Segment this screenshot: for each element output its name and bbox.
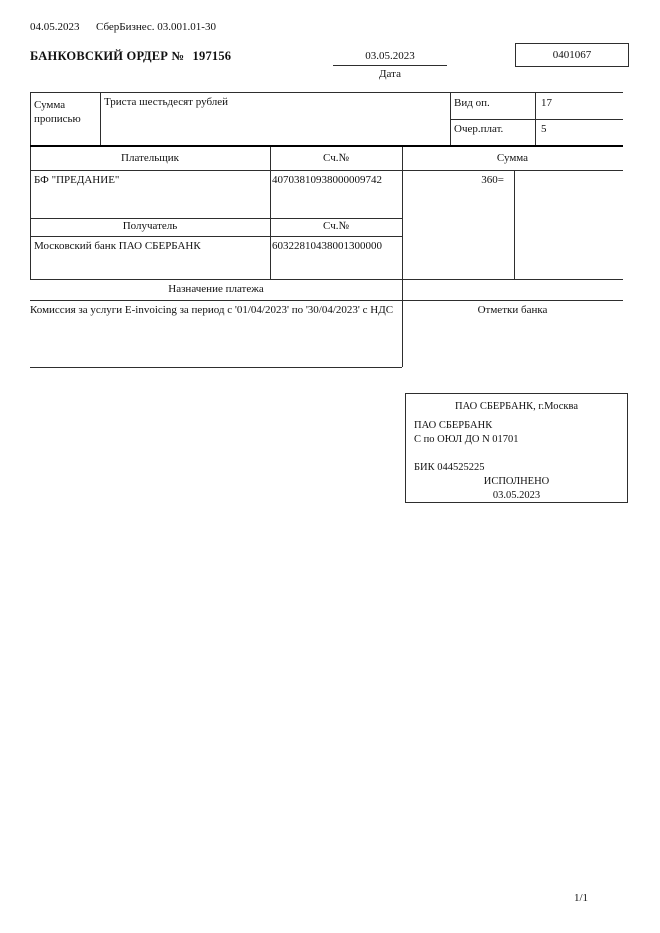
- divider-line: [30, 145, 623, 147]
- divider-line: [30, 170, 623, 171]
- order-number: 197156: [192, 49, 232, 63]
- divider-line: [514, 170, 515, 279]
- print-date: 04.05.2023: [30, 21, 80, 33]
- divider-line: [100, 92, 101, 146]
- amount-words-label: Сумма прописью: [34, 99, 81, 125]
- divider-line: [270, 147, 271, 279]
- amount-words-value: Триста шестьдесят рублей: [104, 96, 229, 108]
- stamp-spacer: [406, 447, 627, 461]
- app-reference: СберБизнес. 03.001.01-30: [96, 21, 216, 33]
- amount-column-header: Сумма: [496, 152, 529, 164]
- payer-account-number: 40703810938000009742: [272, 174, 382, 186]
- payee-name: Московский банк ПАО СБЕРБАНК: [34, 240, 201, 252]
- divider-line: [30, 92, 31, 146]
- stamp-exec-date: 03.05.2023: [492, 490, 541, 501]
- divider-line: [30, 300, 623, 301]
- payee-account-header: Сч.№: [323, 220, 349, 232]
- payer-account-header: Сч.№: [323, 152, 349, 164]
- stamp-bank-title: ПАО СБЕРБАНК, г.Москва: [454, 401, 579, 412]
- divider-line: [402, 279, 403, 367]
- form-code-box: 0401067: [515, 43, 629, 67]
- divider-line: [30, 147, 31, 279]
- order-date-value: 03.05.2023: [365, 50, 415, 62]
- stamp-bik: БИК 044525225: [414, 462, 485, 473]
- payment-amount: 360=: [481, 174, 504, 186]
- divider-line: [30, 236, 402, 237]
- payment-priority-label: Очер.плат.: [454, 123, 504, 135]
- date-underline: [333, 65, 447, 66]
- op-type-value: 17: [541, 97, 552, 109]
- purpose-header: Назначение платежа: [168, 283, 264, 295]
- document-title-label: БАНКОВСКИЙ ОРДЕР №: [30, 49, 185, 63]
- payer-name: БФ "ПРЕДАНИЕ": [34, 174, 120, 186]
- payer-header: Плательщик: [121, 152, 179, 164]
- payment-priority-value: 5: [541, 123, 547, 135]
- stamp-status: ИСПОЛНЕНО: [483, 476, 550, 487]
- bank-marks-label: Отметки банка: [477, 304, 548, 316]
- payee-account-number: 60322810438001300000: [272, 240, 382, 252]
- order-date-label: Дата: [379, 68, 401, 80]
- divider-line: [30, 218, 402, 219]
- op-type-label: Вид оп.: [454, 97, 490, 109]
- divider-line: [30, 279, 623, 280]
- document-title: [30, 50, 231, 63]
- divider-line: [402, 147, 403, 279]
- bank-stamp-box: [405, 393, 628, 503]
- divider-line: [450, 119, 623, 120]
- divider-line: [30, 367, 402, 368]
- page-number: 1/1: [573, 892, 588, 904]
- payee-header: Получатель: [122, 220, 178, 232]
- stamp-branch: С по ОЮЛ ДО N 01701: [414, 434, 519, 445]
- stamp-bank-name: ПАО СБЕРБАНК: [414, 420, 493, 431]
- purpose-text: Комиссия за услуги E-invoicing за период с '01/04/2023' по '30/04/2023' с НДС: [30, 304, 394, 316]
